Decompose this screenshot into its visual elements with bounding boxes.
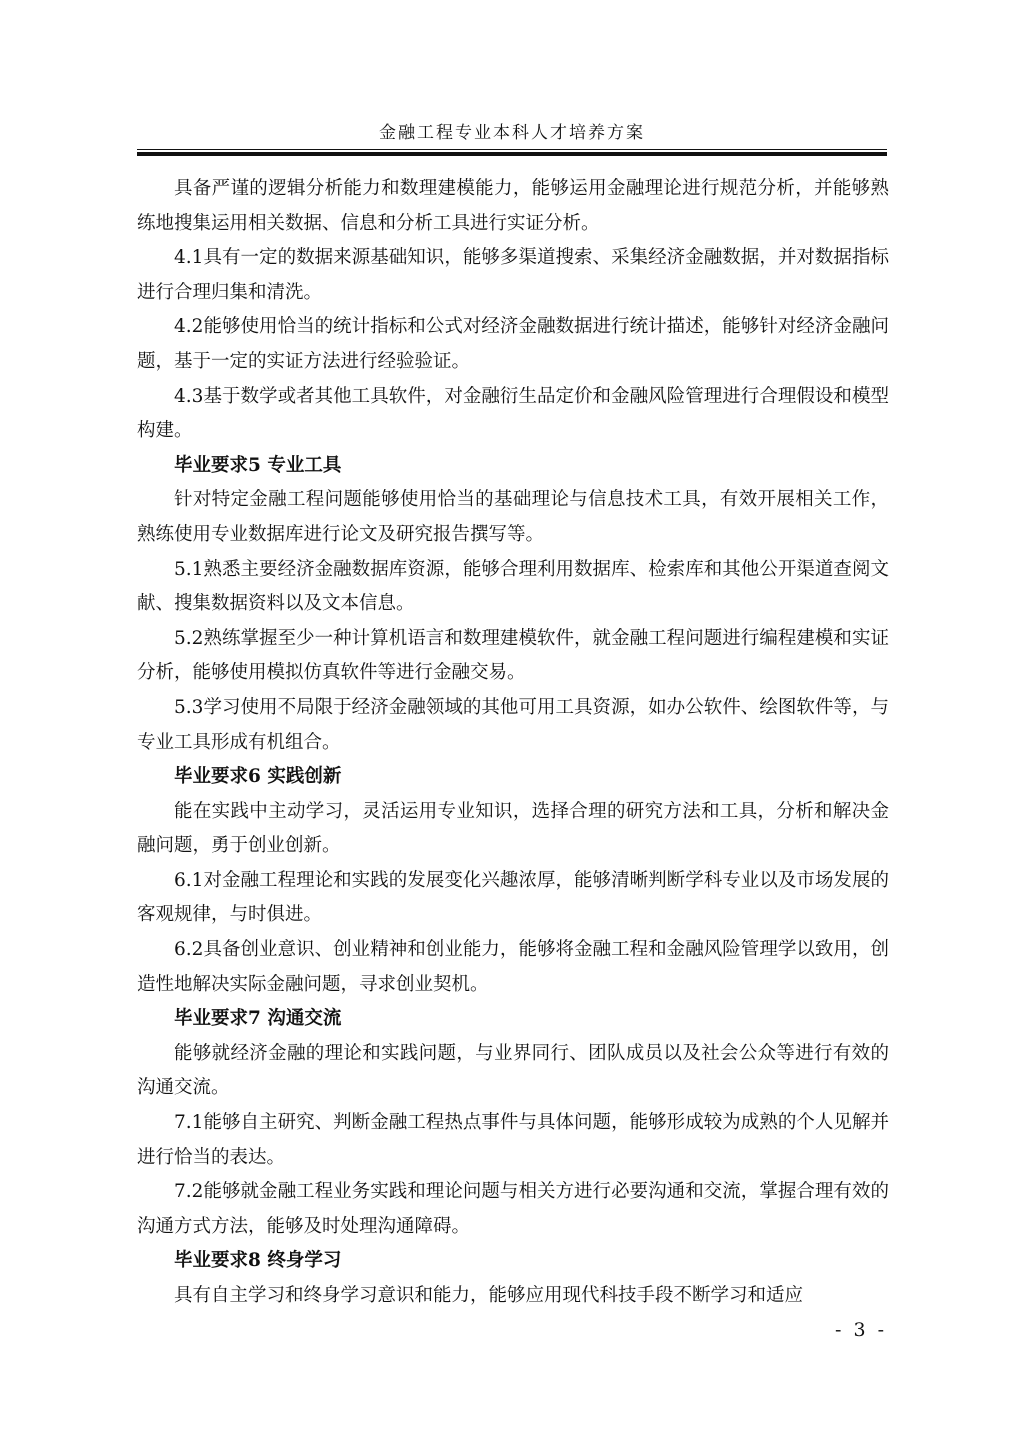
paragraph: 针对特定金融工程问题能够使用恰当的基础理论与信息技术工具，有效开展相关工作，熟练使用专业数据库进行论文及研究报告撰写等。 (137, 489, 889, 545)
header-rule-thick (137, 152, 887, 156)
body-text (137, 172, 889, 1314)
paragraph: 6.1对金融工程理论和实践的发展变化兴趣浓厚，能够清晰判断学科专业以及市场发展的客观规律，与时俱进。 (137, 869, 889, 926)
page-number: - 3 - (834, 1319, 887, 1341)
running-header: 金融工程专业本科人才培养方案 (379, 123, 645, 143)
header-rule-thin (137, 149, 887, 150)
paragraph: 4.2能够使用恰当的统计指标和公式对经济金融数据进行统计描述，能够针对经济金融问题，基于一定的实证方法进行经验验证。 (137, 316, 889, 372)
paragraph: 具备严谨的逻辑分析能力和数理建模能力，能够运用金融理论进行规范分析，并能够熟练地搜集运用相关数据、信息和分析工具进行实证分析。 (137, 178, 889, 234)
section-heading: 毕业要求8 终身学习 (174, 1250, 342, 1272)
paragraph: 4.3基于数学或者其他工具软件，对金融衍生品定价和金融风险管理进行合理假设和模型构建。 (137, 385, 889, 442)
paragraph: 4.1具有一定的数据来源基础知识，能够多渠道搜索、采集经济金融数据，并对数据指标进行合理归集和清洗。 (137, 247, 889, 303)
paragraph: 能在实践中主动学习，灵活运用专业知识，选择合理的研究方法和工具，分析和解决金融问题，勇于创业创新。 (137, 800, 889, 857)
section-heading: 毕业要求7 沟通交流 (174, 1008, 342, 1030)
section-heading: 毕业要求6 实践创新 (174, 766, 342, 788)
paragraph: 能够就经济金融的理论和实践问题，与业界同行、团队成员以及社会公众等进行有效的沟通交流。 (137, 1042, 889, 1099)
paragraph: 7.2能够就金融工程业务实践和理论问题与相关方进行必要沟通和交流，掌握合理有效的沟通方式方法，能够及时处理沟通障碍。 (137, 1181, 889, 1237)
section-heading: 毕业要求5 专业工具 (174, 454, 342, 476)
paragraph: 具有自主学习和终身学习意识和能力，能够应用现代科技手段不断学习和适应 (174, 1285, 804, 1306)
paragraph: 7.1能够自主研究、判断金融工程热点事件与具体问题，能够形成较为成熟的个人见解并进行恰当的表达。 (137, 1112, 889, 1168)
paragraph: 6.2具备创业意识、创业精神和创业能力，能够将金融工程和金融风险管理学以致用，创造性地解决实际金融问题，寻求创业契机。 (137, 939, 889, 995)
paragraph: 5.3学习使用不局限于经济金融领域的其他可用工具资源，如办公软件、绘图软件等，与专业工具形成有机组合。 (137, 696, 889, 753)
paragraph: 5.1熟悉主要经济金融数据库资源，能够合理利用数据库、检索库和其他公开渠道查阅文献、搜集数据资料以及文本信息。 (137, 558, 889, 615)
paragraph: 5.2熟练掌握至少一种计算机语言和数理建模软件，就金融工程问题进行编程建模和实证分析，能够使用模拟仿真软件等进行金融交易。 (137, 627, 889, 684)
